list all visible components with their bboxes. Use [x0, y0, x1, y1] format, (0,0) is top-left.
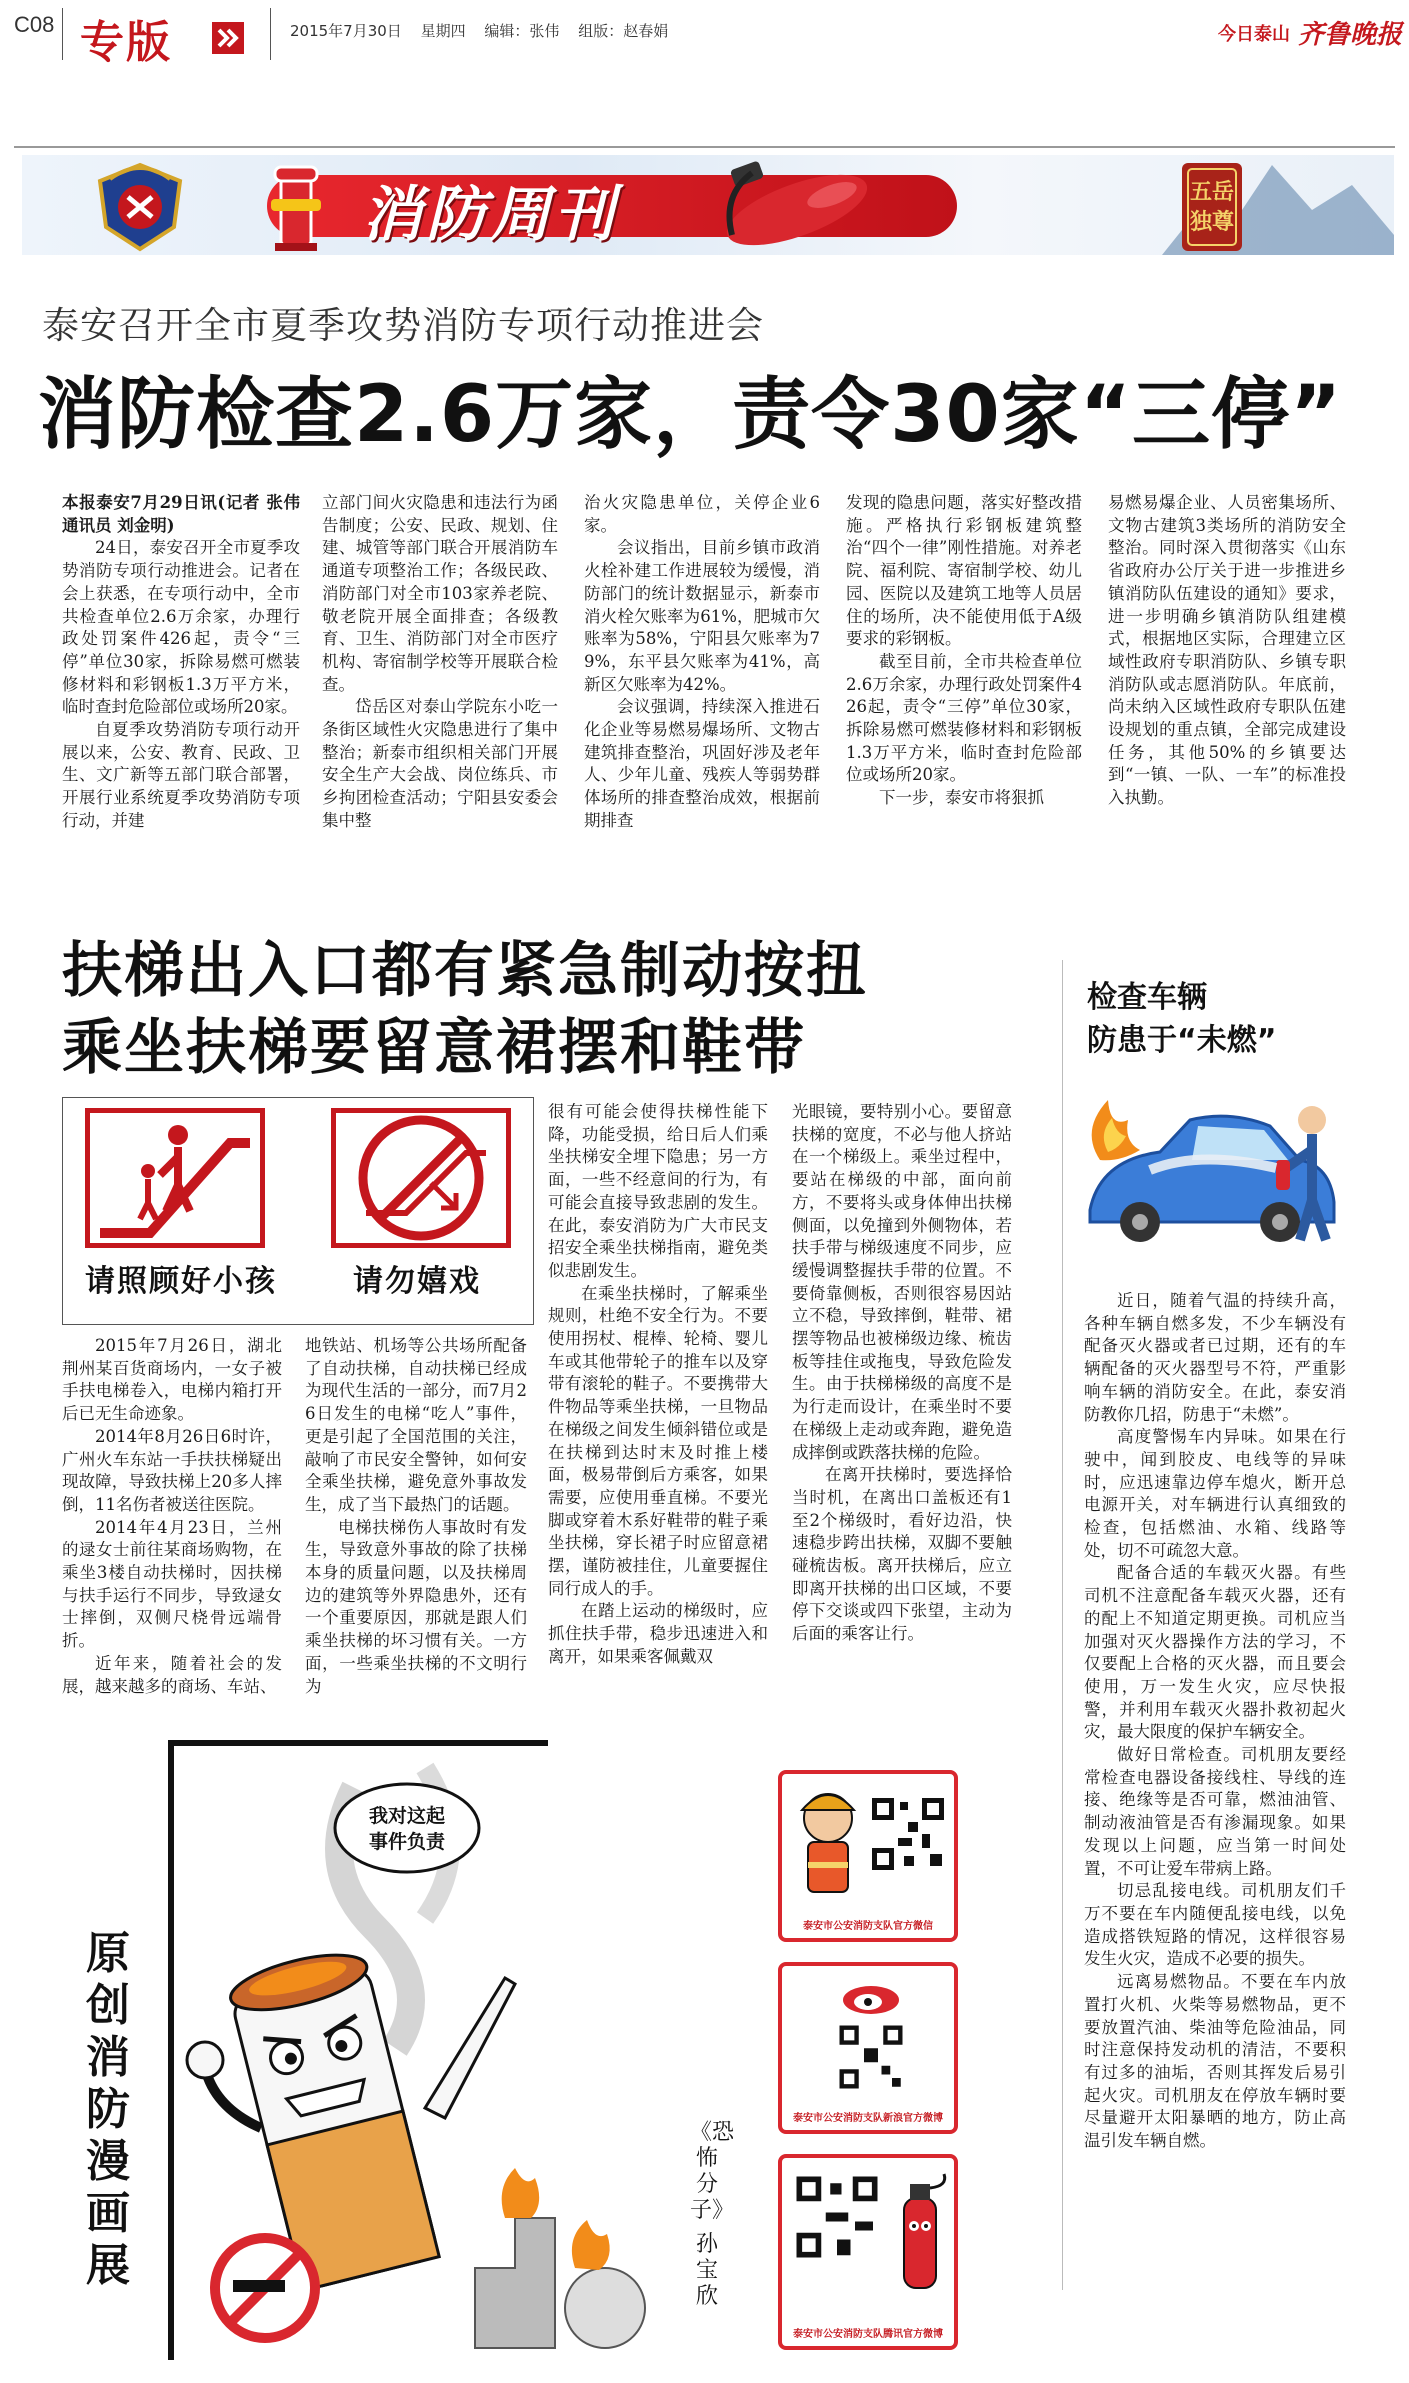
- sign-left-label: 请照顾好小孩: [85, 1264, 277, 1299]
- issue-meta: [290, 20, 682, 41]
- article2-column-2: [305, 1335, 527, 1698]
- paragraph: 在离开扶梯时，要选择恰当时机，在离出口盖板还有1至2个梯级时，看好边沿，快速稳步跨出扶梯，双脚不要触碰梳齿板。离开扶梯后，应立即离开扶梯的出口区域，不要停下交谈或四下张望，主动为后面的乘客让行。: [792, 1465, 1012, 1644]
- issue-date: 2015年7月30日: [290, 22, 402, 40]
- comic-section-title: 原创消防漫画展: [86, 1928, 130, 2291]
- qr-card-sina[interactable]: [778, 1962, 958, 2134]
- paragraph: 在乘坐扶梯时，了解乘坐规则，杜绝不安全行为。不要使用拐杖、棍棒、轮椅、婴儿车或其他带轮子的推车以及穿带有滚轮的鞋子。不要携带大件物品等乘坐扶梯，一旦物品在梯级之间发生倾斜错位或是在扶梯到达时末及时推上楼面，极易带倒后方乘客，如果需要，应使用垂直梯。不要光脚或穿着木系好鞋带的鞋子乘坐扶梯，穿长裙子时应留意裙摆，谨防被挂住，儿童要握住同行成人的手。: [548, 1283, 768, 1598]
- hydrant-icon: [267, 159, 325, 253]
- mount-tai-icon: [1162, 155, 1394, 255]
- paragraph: 截至目前，全市共检查单位2.6万余家，办理行政处罚案件426起，责令“三停”单位30家，拆除易燃可燃装修材料和彩钢板1.3万平方米，临时查封危险部位或场所20家。: [846, 651, 1082, 785]
- editor-credit: 编辑：张伟: [484, 22, 560, 40]
- escalator-child-icon: [90, 1113, 260, 1243]
- paragraph: 会议强调，持续深入推进石化企业等易燃易爆场所、文物古建筑排查整治，巩固好涉及老年人、少年儿童、残疾人等弱势群体场所的排查整治成效，根据前期排查: [584, 697, 820, 830]
- paragraph: 发现的隐患问题，落实好整改措施。严格执行彩钢板建筑整治“四个一律”刚性措施。对养老院、福利院、寄宿制学校、幼儿园、医院以及建筑工地等人员居住的场所，决不能使用低于A级要求的彩钢板。: [846, 493, 1082, 649]
- paragraph: 切忌乱接电线。司机朋友们千万不要在车内随便乱接电线，以免造成搭铁短路的情况，这样很容易发生火灾，造成不必要的损失。: [1084, 1881, 1346, 1969]
- sign-no-playing: [331, 1108, 511, 1248]
- paragraph: 下一步，泰安市将狠抓: [879, 788, 1044, 808]
- paragraph: 2015年7月26日，湖北荆州某百货商场内，一女子被手扶电梯卷入，电梯内箱打开后已无生命迹象。: [62, 1336, 282, 1424]
- paragraph: 近日，随着气温的持续升高，各种车辆自燃多发，不少车辆没有配备灭火器或者已过期，还有的车辆配备的灭火器型号不符，严重影响车辆的消防安全。在此，泰安消防教你几招，防患于“未燃”。: [1084, 1291, 1346, 1424]
- side-headline-line2: 防患于“未燃”: [1087, 1023, 1277, 1058]
- paragraph: 光眼镜，要特别小心。要留意扶梯的宽度，不必与他人挤站在一个梯级上。乘坐过程中，要站在梯级的中部，面向前方，不要将头或身体伸出扶梯侧面，以免撞到外侧物体，若扶手带与梯级速度不同步，应缓慢调整握扶手带的位置。不要倚靠侧板，否则很容易因站立不稳，导致摔倒，鞋带、裙摆等物品也被梯级边缘、梳齿板等挂住或拖曳，导致危险发生。由于扶梯梯级的高度不是为行走而设计，在乘坐时不要在梯级上走动或奔跑，避免造成摔倒或跌落扶梯的危险。: [792, 1102, 1012, 1462]
- double-arrow-icon: [212, 22, 244, 54]
- header-divider: [62, 8, 63, 60]
- header-rule: [14, 146, 1395, 148]
- fire-emblem-icon: [90, 161, 190, 253]
- paragraph: 近年来，随着社会的发展，越来越多的商场、车站、: [62, 1653, 282, 1696]
- qr-code-icon: [792, 2172, 882, 2262]
- mount-seal-text-2: 独尊: [1189, 209, 1235, 235]
- qr-card-caption: 泰安市公安消防支队官方微信: [803, 1921, 933, 1932]
- article1-column-5: [1108, 492, 1346, 810]
- article1-column-4: [846, 492, 1082, 810]
- paragraph: 会议指出，目前乡镇市政消火栓补建工作进展较为缓慢，消防部门的统计数据显示，新泰市消火栓欠账率为61%，肥城市欠账率为58%，宁阳县欠账率为79%，东平县欠账率为41%，高新区欠账率为42%。: [584, 538, 820, 694]
- mount-seal-text: 五岳: [1189, 179, 1235, 205]
- car-fire-illustration: [1080, 1090, 1350, 1275]
- article1-byline: 本报泰安7月29日讯(记者 张伟 通讯员 刘金明): [62, 493, 300, 535]
- paragraph: 岱岳区对泰山学院东小吃一条街区域性火灾隐患进行了集中整治；新泰市组织相关部门开展安全生产大会战、岗位练兵、市乡拘团检查活动；宁阳县安委会集中整: [322, 697, 558, 830]
- paragraph: 2014年8月26日6时许，广州火车东站一手扶扶梯疑出现故障，导致扶梯上20多人摔倒，11名伤者被送往医院。: [62, 1426, 282, 1514]
- paragraph: 在踏上运动的梯级时，应抓住扶手带，稳步迅速进入和离开，如果乘客佩戴双: [548, 1601, 768, 1666]
- article2-column-1: [62, 1335, 282, 1698]
- issue-weekday: 星期四: [420, 22, 466, 40]
- paragraph: 电梯扶梯伤人事故时有发生，导致意外事故的除了扶梯本身的质量问题，以及扶梯周边的建筑等外界隐患外，还有一个重要原因，那就是跟人们乘坐扶梯的坏习惯有关。一方面，一些乘坐扶梯的不文明行为: [305, 1517, 527, 1696]
- paragraph: 自夏季攻势消防专项行动开展以来，公安、教育、民政、卫生、文广新等五部门联合部署，开展行业系统夏季攻势消防专项行动，并建: [62, 720, 300, 830]
- comic-illustration: [175, 1748, 715, 2360]
- page-number: C08: [14, 12, 55, 37]
- side-column-rule: [1062, 960, 1063, 2290]
- paragraph: 治火灾隐患单位，关停企业6家。: [584, 493, 820, 535]
- extinguisher-icon: [712, 155, 882, 255]
- newspaper-brand: 齐鲁晚报: [1298, 20, 1403, 50]
- paragraph: 做好日常检查。司机朋友要经常检查电器设备接线柱、导线的连接、绝缘等是否可靠，燃油油管、制动液油管是否有渗漏现象。如果发现以上问题，应当第一时间处置，不可让爱车带病上路。: [1084, 1745, 1346, 1878]
- paragraph: 2014年4月23日，兰州的逯女士前往某商场购物，在乘坐3楼自动扶梯时，因扶梯与扶手运行不同步，导致逯女士摔倒，双侧尺桡骨远端骨折。: [62, 1517, 282, 1651]
- page-header: [0, 0, 1409, 70]
- weibo-icon: [836, 1976, 906, 2016]
- qr-card-caption: 泰安市公安消防支队新浪官方微博: [793, 2113, 943, 2124]
- article1-column-3: [584, 492, 820, 833]
- paragraph: 地铁站、机场等公共场所配备了自动扶梯，自动扶梯已经成为现代生活的一部分，而7月26日发生的电梯“吃人”事件，更是引起了全国范围的关注，敲响了市民安全警钟，如何安全乘坐扶梯，避免意外事故发生，成了当下最热门的话题。: [305, 1336, 527, 1514]
- paragraph: 易燃易爆企业、人员密集场所、文物古建筑3类场所的消防安全整治。同时深入贯彻落实《山东省政府办公厅关于进一步推进乡镇消防队伍建设的通知》要求，进一步明确乡镇消防队组建模式，根据地区实际，合理建立区域性政府专职消防队、乡镇专职消防队或志愿消防队。年底前，尚未纳入区域性政府专职队伍建设规划的重点镇，全部完成建设任务，其他50%的乡镇要达到“一镇、一队、一车”的标准投入执勤。: [1108, 493, 1346, 808]
- article1-kicker: 泰安召开全市夏季攻势消防专项行动推进会: [42, 304, 764, 347]
- paragraph: 24日，泰安召开全市夏季攻势消防专项行动推进会。记者在会上获悉，在专项行动中，全市共检查单位2.6万余家，办理行政处罚案件426起，责令“三停”单位30家，拆除易燃可燃装修材料和彩钢板1.3万平方米，临时查封危险部位或场所20家。: [62, 538, 300, 717]
- extinguisher-mascot-icon: [890, 2168, 950, 2298]
- qr-card-wechat[interactable]: [778, 1770, 958, 1942]
- article2-headline-line2: 乘坐扶梯要留意裙摆和鞋带: [62, 1013, 806, 1083]
- comic-caption: [690, 2120, 735, 2310]
- qr-code-icon: [868, 1794, 948, 1874]
- no-playing-icon: [336, 1113, 506, 1243]
- comic-speech-line1: 我对这起: [368, 1805, 446, 1827]
- fire-weekly-banner: [22, 155, 1394, 255]
- column-name: 今日泰山: [1218, 24, 1290, 45]
- sign-mind-children: [85, 1108, 265, 1248]
- paragraph: 很有可能会使得扶梯性能下降，功能受损，给日后人们乘坐扶梯安全埋下隐患；另一方面，一些不经意间的行为，有可能会直接导致悲剧的发生。在此，泰安消防为广大市民支招安全乘坐扶梯指南，避免类似悲剧发生。: [548, 1102, 768, 1280]
- paragraph: 配备合适的车载灭火器。有些司机不注意配备车载灭火器，还有的配上不知道定期更换。司机应当加强对灭火器操作方法的学习，不仅要配上合格的灭火器，而且要会使用，万一发生火灾，应尽快报警，并利用车载灭火器扑救初起火灾，最大限度的保护车辆安全。: [1084, 1563, 1346, 1742]
- paragraph: 高度警惕车内异味。如果在行驶中，闻到胶皮、电线等的异味时，应迅速靠边停车熄火，断开总电源开关，对车辆进行认真细致的检查，包括燃油、水箱、线路等处，切不可疏忽大意。: [1084, 1427, 1346, 1560]
- comic-author: 孙宝欣: [695, 2232, 718, 2309]
- escalator-safety-signs: [62, 1097, 534, 1325]
- article2-column-4: [792, 1101, 1012, 1646]
- paragraph: 远离易燃物品。不要在车内放置打火机、火柴等易燃物品，更不要放置汽油、柴油等危险油品，同时注意保持发动机的清洁，不要积有过多的油垢，否则其挥发后易引起火灾。司机朋友在停放车辆时要尽量避开太阳暴晒的地方，防止高温引发车辆自燃。: [1084, 1972, 1346, 2151]
- banner-title: 消防周刊: [362, 180, 618, 250]
- qr-card-caption: 泰安市公安消防支队腾讯官方微博: [793, 2329, 943, 2340]
- article1-column-2: [322, 492, 558, 833]
- sign-right-label: 请勿嬉戏: [353, 1264, 481, 1299]
- side-headline-line1: 检查车辆: [1087, 980, 1207, 1015]
- article2-headline-line1: 扶梯出入口都有紧急制动按扭: [62, 936, 868, 1006]
- firefighter-mascot-icon: [788, 1784, 868, 1904]
- paragraph: 立部门间火灾隐患和违法行为函告制度；公安、民政、规划、住建、城管等部门联合开展消防车通道专项整治工作；各级民政、消防部门对全市103家养老院、敬老院开展全面排查；各级教育、卫生、消防部门对全市医疗机构、寄宿制学校等开展联合检查。: [322, 493, 558, 694]
- article2-column-3: [548, 1101, 768, 1669]
- qr-code-icon: [836, 2022, 906, 2092]
- layout-credit: 组版：赵春娟: [578, 22, 669, 40]
- comic-title: 《恐怖分子》: [690, 2120, 735, 2223]
- header-divider-2: [270, 8, 271, 60]
- article1-column-1: [62, 492, 300, 833]
- section-label: 专版: [80, 17, 172, 68]
- comic-speech-line2: 事件负责: [368, 1831, 446, 1853]
- qr-card-tencent[interactable]: [778, 2154, 958, 2350]
- side-article-body: [1084, 1290, 1346, 2153]
- article1-headline: 消防检查2.6万家，责令30家“三停”: [38, 370, 1343, 460]
